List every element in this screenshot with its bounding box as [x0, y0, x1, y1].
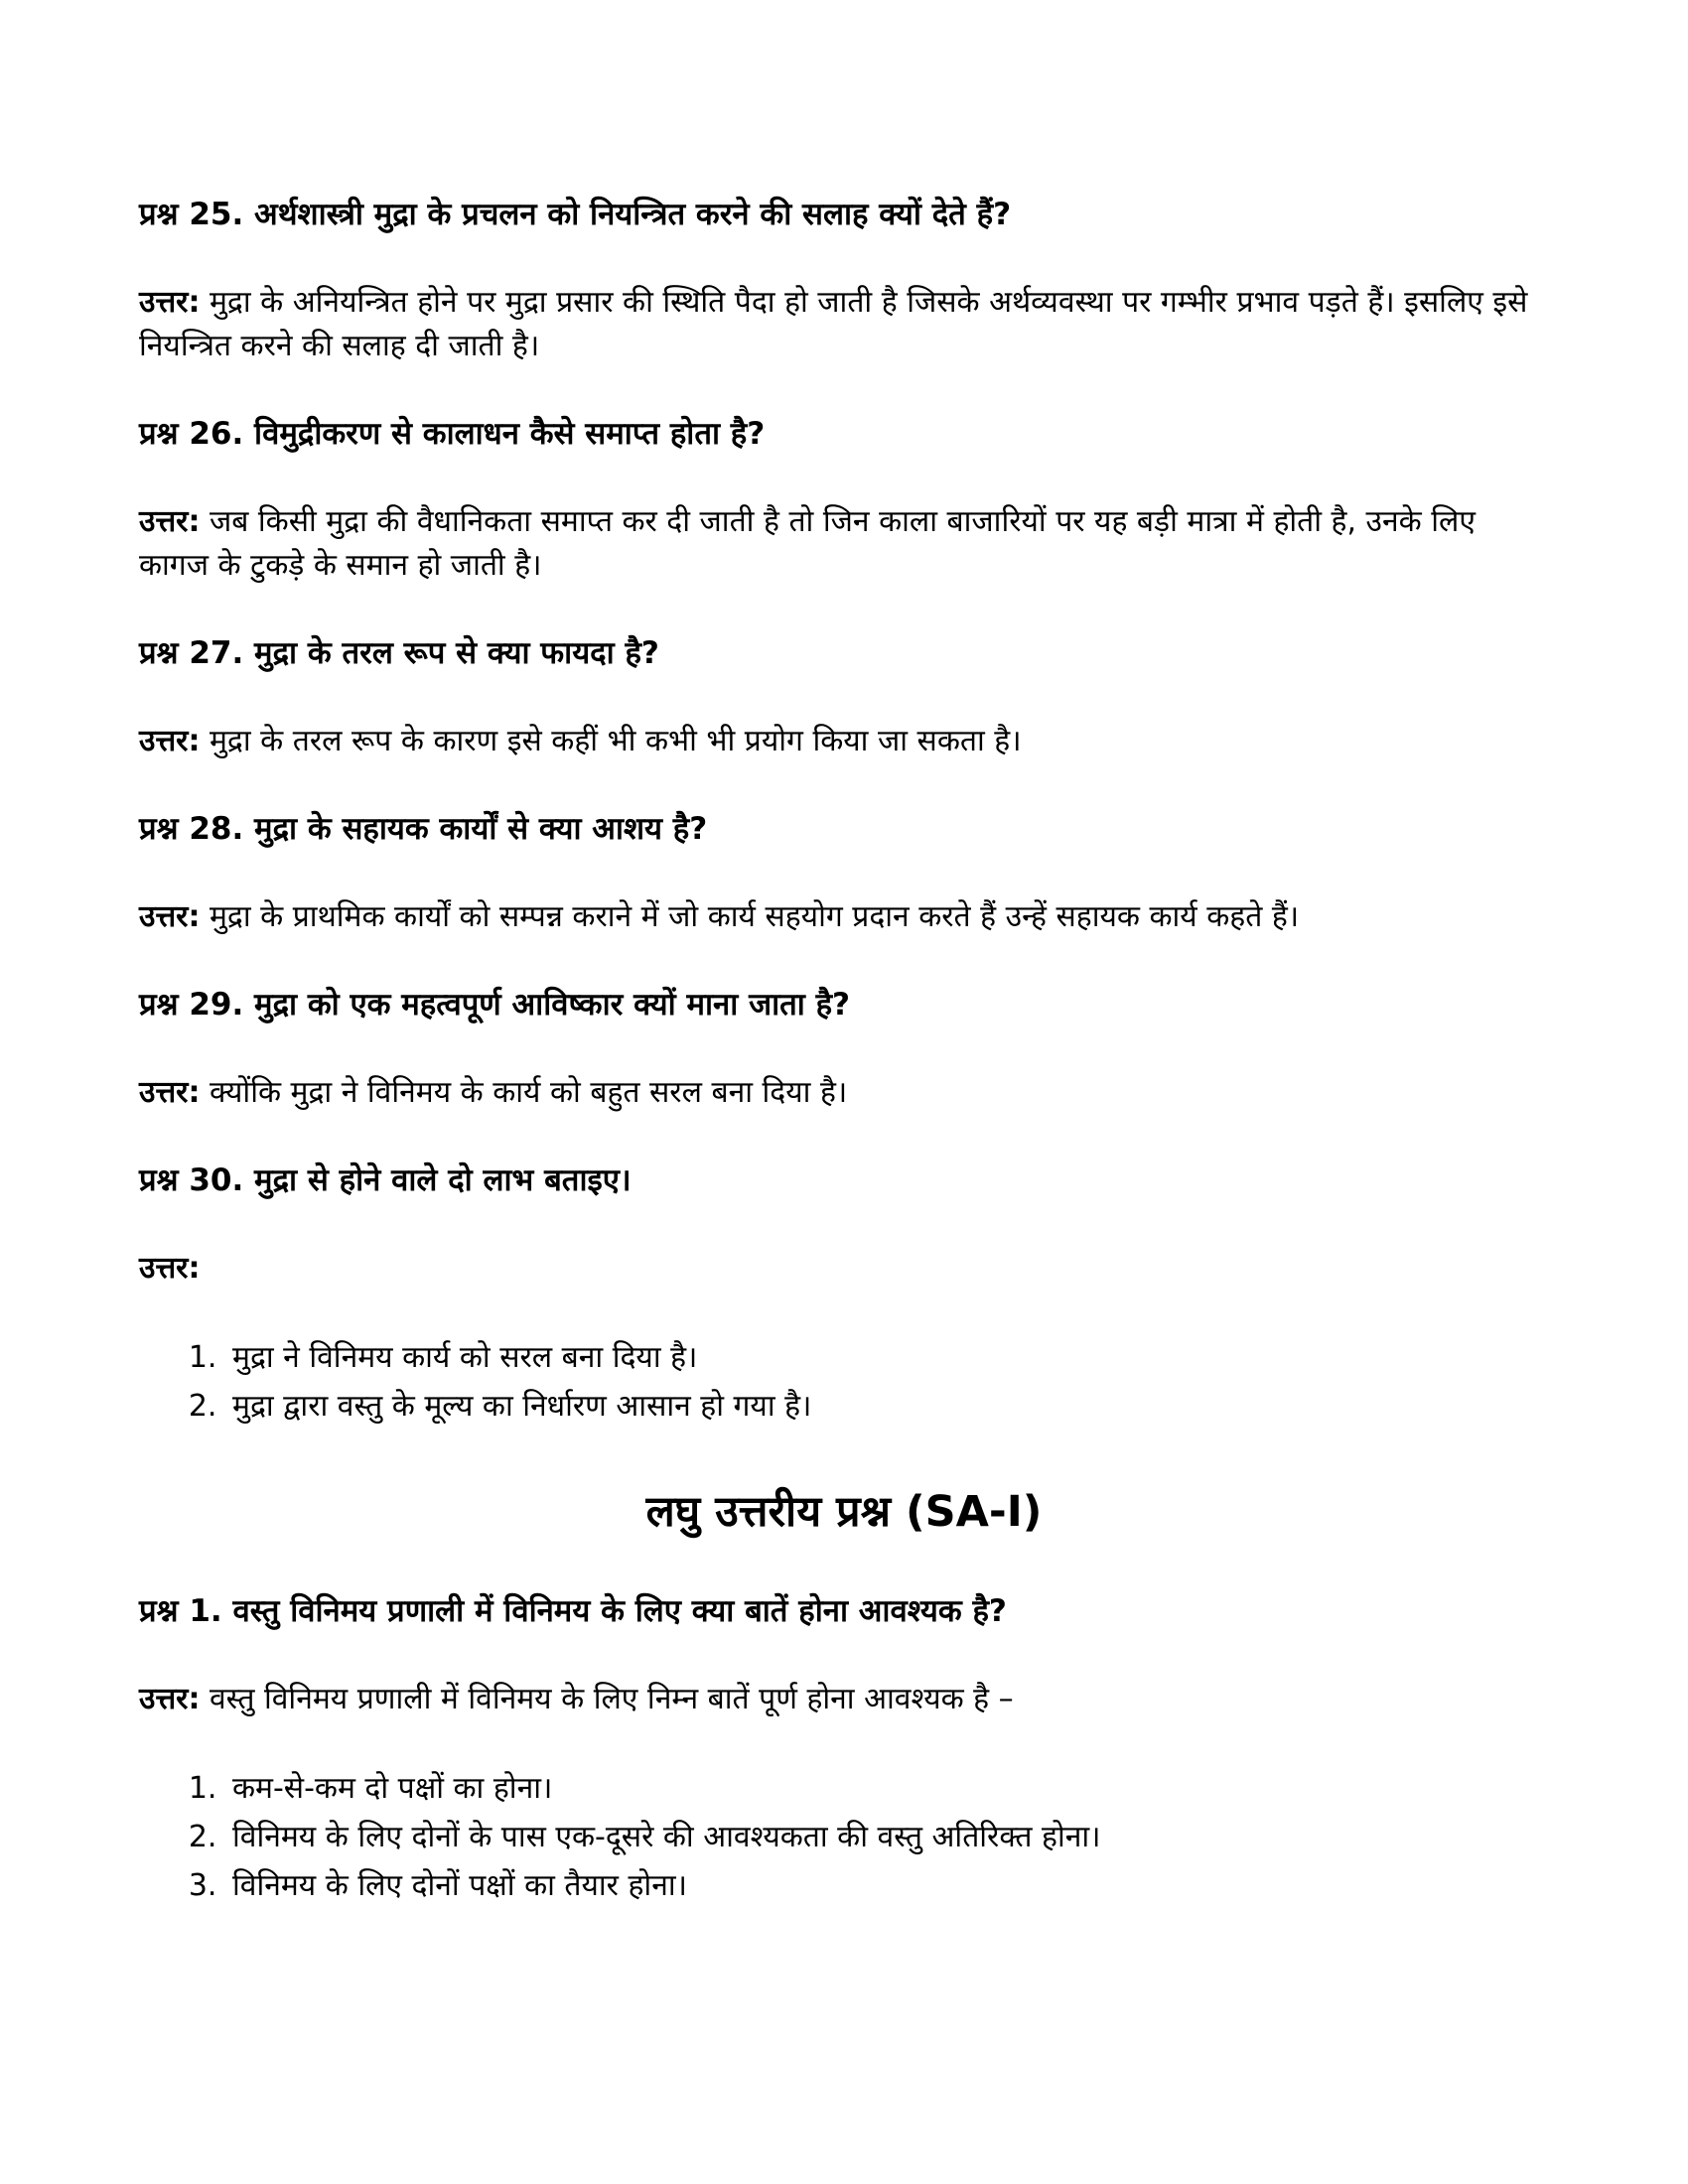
list-item: 3. विनिमय के लिए दोनों पक्षों का तैयार होना। [226, 1864, 1549, 1908]
qa-block-25 [139, 195, 1549, 368]
answer-25 [139, 281, 1549, 368]
question-29: प्रश्न 29. मुद्रा को एक महत्वपूर्ण आविष्कार क्यों माना जाता है? [139, 987, 851, 1024]
answer-25-text: मुद्रा के अनियन्त्रित होने पर मुद्रा प्रसार की स्थिति पैदा हो जाती है जिसके अर्थव्यवस्था पर गम्भीर प्रभाव पड़ते हैं। इसलिए इसे नियन्त्रित करने की सलाह दी जाती है। [139, 284, 1528, 363]
question-30: प्रश्न 30. मुद्रा से होने वाले दो लाभ बताइए। [139, 1162, 632, 1199]
answer-sa1-1-text: वस्तु विनिमय प्रणाली में विनिमय के लिए निम्न बातें पूर्ण होना आवश्यक है – [209, 1682, 1014, 1717]
answer-27 [139, 720, 1549, 763]
question-27: प्रश्न 27. मुद्रा के तरल रूप से क्या फायदा है? [139, 635, 659, 672]
qa-block-29 [139, 985, 1549, 1115]
question-25: प्रश्न 25. अर्थशास्त्री मुद्रा के प्रचलन को नियन्त्रित करने की सलाह क्यों देते हैं? [139, 197, 1012, 232]
qa-block-28 [139, 809, 1549, 939]
question-sa1-1: प्रश्न 1. वस्तु विनिमय प्रणाली में विनिमय के लिए क्या बातें होना आवश्यक है? [139, 1593, 1007, 1630]
answer-label: उत्तर: [139, 899, 201, 935]
answer-label: उत्तर: [139, 284, 201, 320]
answer-label: उत्तर: [139, 724, 201, 759]
answer-sa1-1-intro [139, 1678, 1549, 1721]
answer-30-list [139, 1336, 1549, 1429]
answer-28 [139, 895, 1549, 939]
list-item: 1. कम-से-कम दो पक्षों का होना। [226, 1767, 1549, 1811]
answer-label: उत्तर: [139, 1682, 201, 1717]
list-item: 2. विनिमय के लिए दोनों के पास एक-दूसरे की आवश्यकता की वस्तु अतिरिक्त होना। [226, 1816, 1549, 1859]
answer-29-text: क्योंकि मुद्रा ने विनिमय के कार्य को बहुत सरल बना दिया है। [209, 1075, 848, 1111]
list-item: 1. मुद्रा ने विनिमय कार्य को सरल बना दिया है। [226, 1336, 1549, 1380]
answer-sa1-1-list [139, 1767, 1549, 1908]
answer-label: उत्तर: [139, 504, 201, 539]
answer-26 [139, 500, 1549, 588]
answer-label: उत्तर: [139, 1251, 201, 1287]
qa-block-26 [139, 414, 1549, 588]
answer-28-text: मुद्रा के प्राथमिक कार्यों को सम्पन्न कराने में जो कार्य सहयोग प्रदान करते हैं उन्हें सहायक कार्य कहते हैं। [209, 899, 1300, 935]
document-page [139, 195, 1549, 1908]
section-heading-sa1: लघु उत्तरीय प्रश्न (SA-I) [645, 1487, 1043, 1538]
list-item: 2. मुद्रा द्वारा वस्तु के मूल्य का निर्धारण आसान हो गया है। [226, 1385, 1549, 1429]
qa-block-27 [139, 633, 1549, 763]
answer-26-text: जब किसी मुद्रा की वैधानिकता समाप्त कर दी जाती है तो जिन काला बाजारियों पर यह बड़ी मात्रा में होती है, उनके लिए कागज के टुकड़े के समान हो जाती है। [139, 504, 1476, 584]
answer-30-label [139, 1247, 1549, 1291]
question-28: प्रश्न 28. मुद्रा के सहायक कार्यों से क्या आशय है? [139, 811, 708, 848]
qa-block-30 [139, 1160, 1549, 1429]
answer-29 [139, 1071, 1549, 1115]
answer-27-text: मुद्रा के तरल रूप के कारण इसे कहीं भी कभी भी प्रयोग किया जा सकता है। [209, 724, 1022, 759]
question-26: प्रश्न 26. विमुद्रीकरण से कालाधन कैसे समाप्त होता है? [139, 416, 766, 453]
qa-block-sa1-1 [139, 1591, 1549, 1908]
answer-label: उत्तर: [139, 1075, 201, 1111]
